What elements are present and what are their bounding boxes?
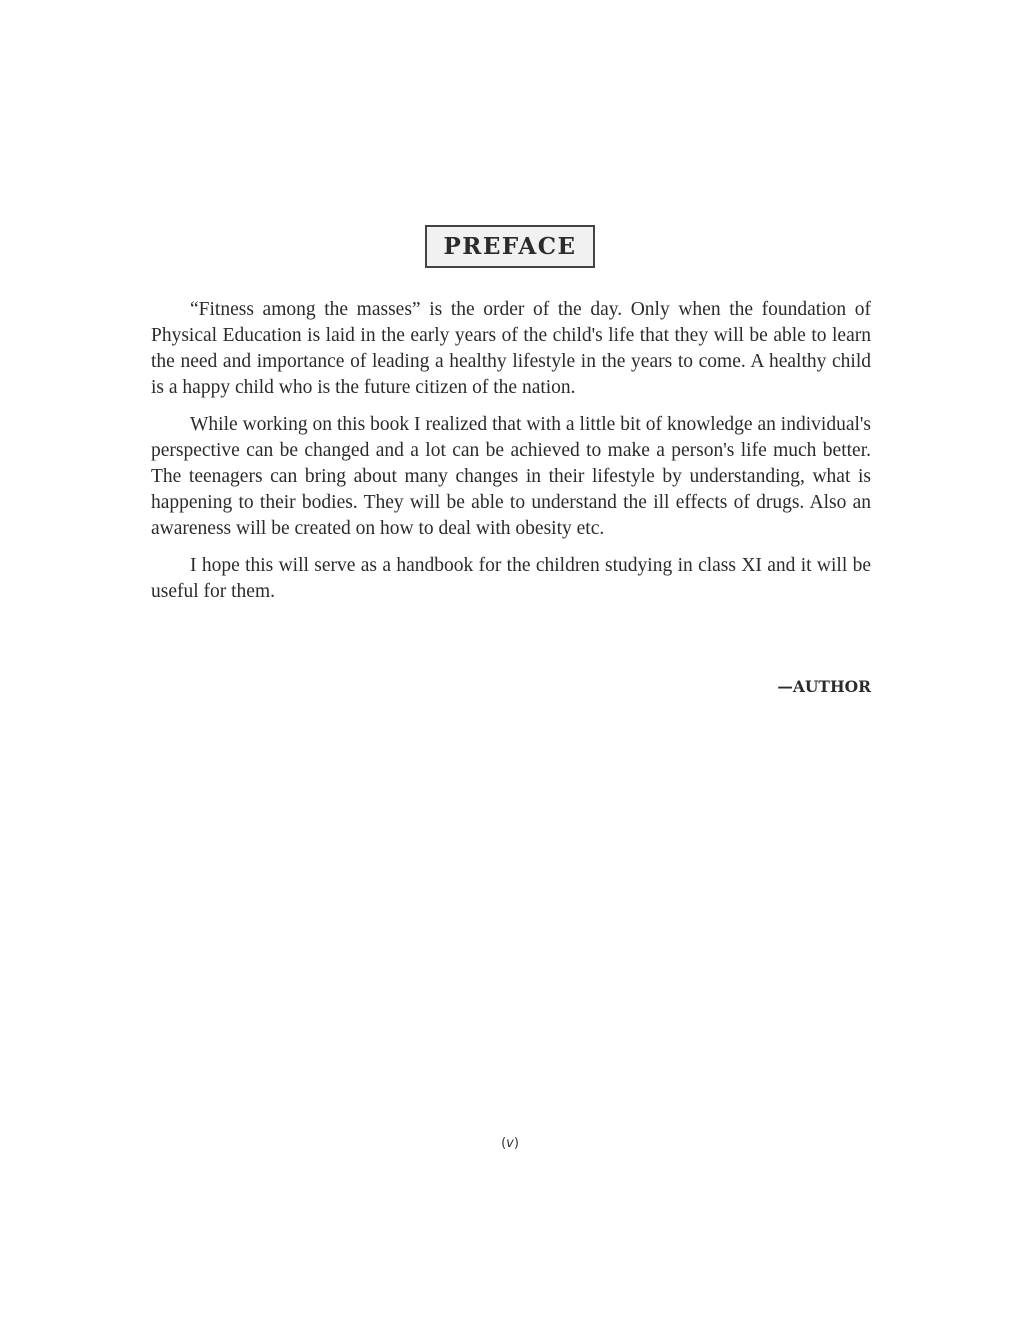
paragraph-fitness: “Fitness among the masses” is the order of the day. Only when the foundation of Physical Education is laid in the early years of the child's life that they will be able to learn the need and importance of leading a healthy lifestyle in the years to come. A healthy child is a happy child who is the future citizen of the nation.: [151, 299, 871, 398]
page-title: PREFACE: [425, 225, 594, 268]
preface-body: [151, 297, 871, 616]
title-container: [0, 225, 1020, 268]
page-number-value: v: [506, 1136, 514, 1151]
author-signature: —AUTHOR: [777, 677, 871, 696]
page-number: [0, 1134, 1020, 1154]
paragraph-working-on-book: While working on this book I realized that with a little bit of knowledge an individual's perspective can be changed and a lot can be achieved to make a person's life much better. The teenagers can bring about many changes in their lifestyle by understanding, what is happening to their bodies. They will be able to understand the ill effects of drugs. Also an awareness will be created on how to deal with obesity etc.: [151, 414, 871, 539]
page-number-open-paren: (: [501, 1136, 507, 1151]
page-number-close-paren: ): [513, 1136, 519, 1151]
paragraph-handbook: I hope this will serve as a handbook for the children studying in class XI and it will be useful for them.: [151, 555, 871, 602]
